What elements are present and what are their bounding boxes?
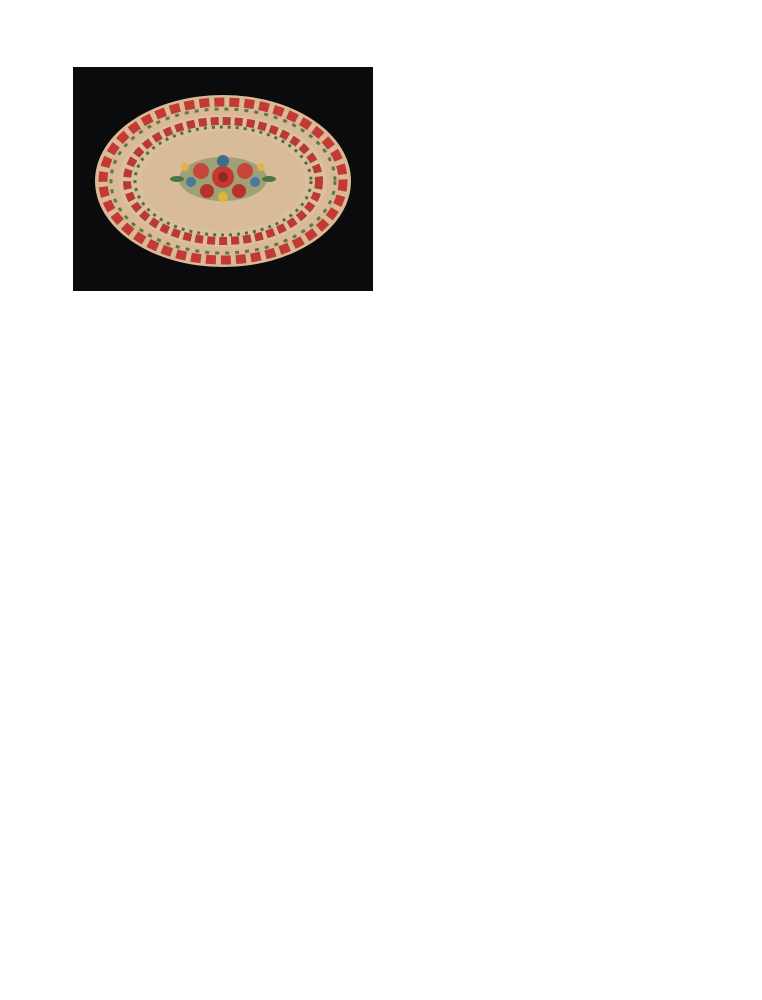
- rug-photo: [73, 67, 373, 291]
- oval-rug-illustration: [73, 67, 373, 291]
